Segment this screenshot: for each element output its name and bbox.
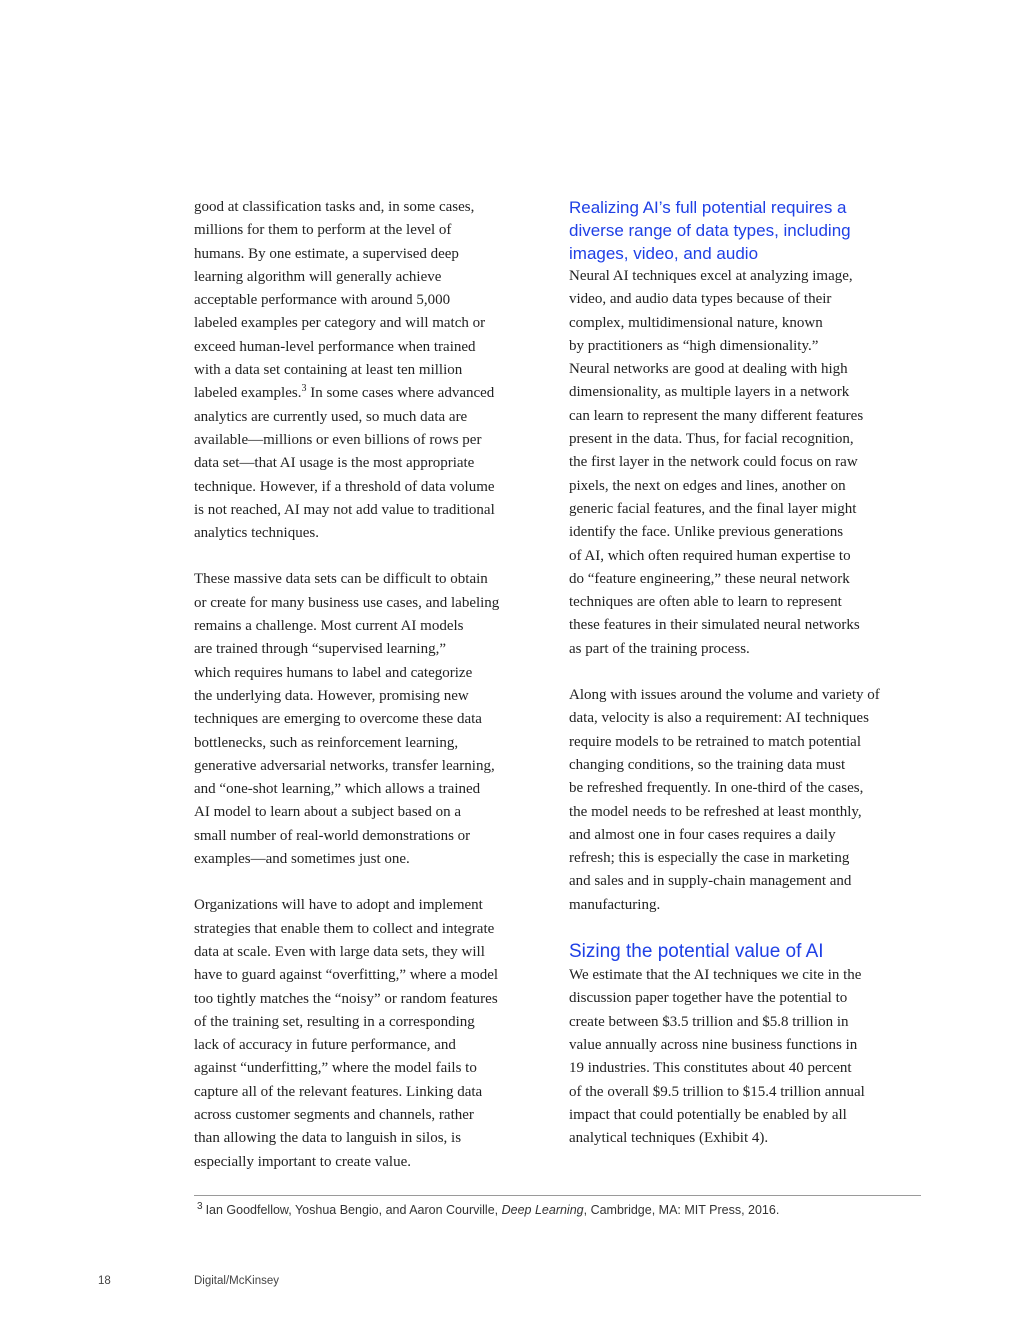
footnote-number: 3 — [197, 1200, 203, 1212]
footnote — [197, 1201, 937, 1219]
right-column — [569, 196, 924, 1150]
footnote-authors: Ian Goodfellow, Yoshua Bengio, and Aaron Courville, — [205, 1203, 502, 1217]
paragraph-classification-continued: In some cases where advanced analytics are currently used, so much data are available—millions or even billions of rows per data set—that AI usage is the most appropriate technique. However, if a threshold of data volume is not reached, AI may not add value to traditional analytics techniques. — [194, 385, 495, 542]
section-heading-potential-value: Sizing the potential value of AI — [569, 941, 824, 963]
publication-name: Digital/McKinsey — [194, 1275, 279, 1287]
paragraph-velocity: Along with issues around the volume and variety of data, velocity is also a requirement: AI techniques require models to be retrained to match potential changing conditions, so the training data must be refreshed frequently. In one-third of the cases, the model needs to be refreshed at least monthly, and almost one in four cases requires a daily refresh; this is especially the case in marketing and sales and in supply-chain management and manufacturing. — [569, 687, 880, 913]
page-number: 18 — [98, 1275, 111, 1287]
paragraph-organizations: Organizations will have to adopt and implement strategies that enable them to collect and integrate data at scale. Even with large data sets, they will have to guard against “overfitting,” where a model too tightly matches the “noisy” or random features of the training set, resulting in a corresponding lack of accuracy in future performance, and against “underfitting,” where the model fails to capture all of the relevant features. Linking data across customer segments and channels, rather than allowing the data to languish in silos, is especially important to create value. — [194, 897, 499, 1170]
footnote-publisher: , Cambridge, MA: MIT Press, 2016. — [583, 1203, 780, 1217]
left-column — [194, 196, 554, 1174]
paragraph-data-sets: These massive data sets can be difficult to obtain or create for many business use cases, and labeling remains a challenge. Most current AI models are trained through “supervised learning,” which requires humans to label and categorize the underlying data. However, promising new techniques are emerging to overcome these data bottlenecks, such as reinforcement learning, generative adversarial networks, transfer learning, and “one-shot learning,” which allows a trained AI model to learn about a subject based on a small number of real-world demonstrations or examples—and sometimes just one. — [194, 571, 500, 868]
footnote-divider — [194, 1195, 921, 1196]
paragraph-classification — [194, 196, 554, 545]
paragraph-neural-techniques: Neural AI techniques excel at analyzing image, video, and audio data types because of their complex, multidimensional nature, known by practitioners as “high dimensionality.” Neural networks are good at dealing with high dimensionality, as multiple layers in a network can learn to represent the many different features present in the data. Thus, for facial recognition, the first layer in the network could focus on raw pixels, the next on edges and lines, another on generic facial features, and the final layer might identify the face. Unlike previous generations of AI, which often required human expertise to do “feature engineering,” these neural network techniques are often able to learn to represent these features in their simulated neural networks as part of the training process. — [569, 268, 864, 657]
paragraph-estimate: We estimate that the AI techniques we cite in the discussion paper together have the potential to create between $3.5 trillion and $5.8 trillion in value annually across nine business functions in 19 industries. This constitutes about 40 percent of the overall $9.5 trillion to $15.4 trillion annual impact that could potentially be enabled by all analytical techniques (Exhibit 4). — [569, 967, 865, 1147]
footnote-book-title: Deep Learning — [501, 1203, 584, 1217]
paragraph-classification-text: good at classification tasks and, in some cases, millions for them to perform at the level of humans. By one estimate, a supervised deep learning algorithm will generally achieve acceptable performance with around 5,000 labeled examples per category and will match or exceed human-level performance when trained with a data set containing at least ten million labeled examples. — [194, 199, 486, 402]
footnote-reference[interactable]: 3 — [301, 383, 307, 395]
section-heading-data-types: Realizing AI’s full potential requires a diverse range of data types, including images, video, and audio — [569, 198, 851, 263]
